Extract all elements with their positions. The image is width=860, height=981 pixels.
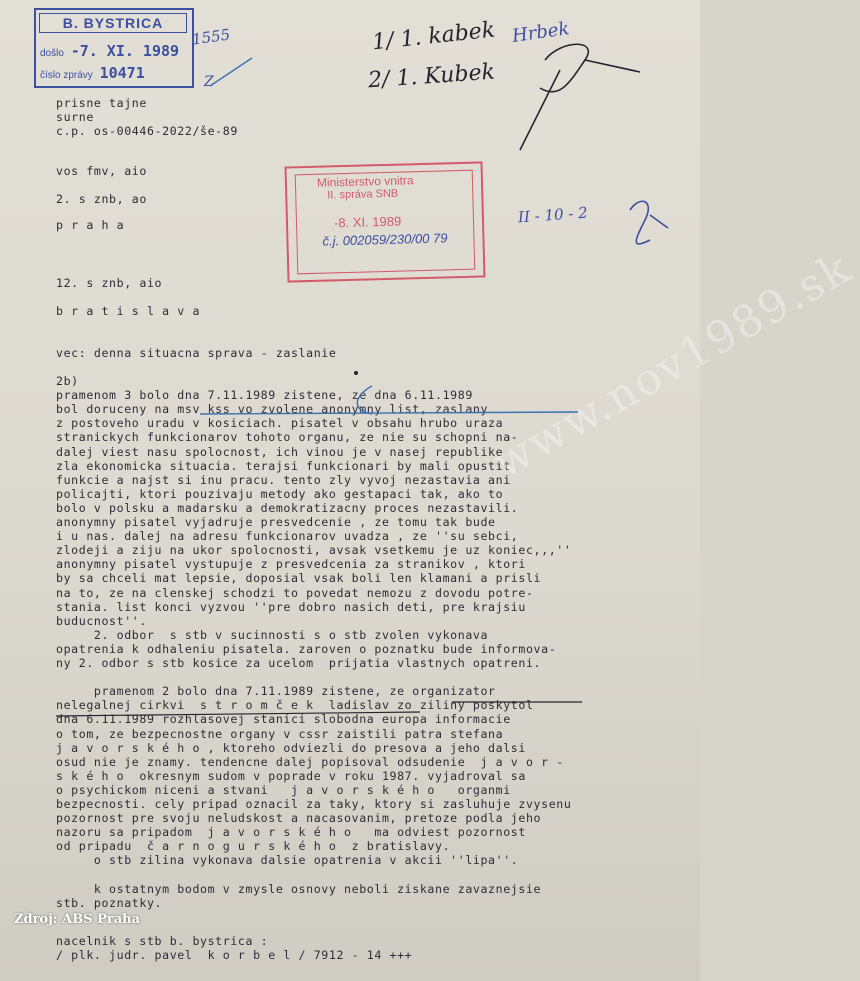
header-reference-number: c.p. os-00446-2022/še-89 — [56, 124, 238, 138]
watermark: www.nov1989.sk — [484, 242, 860, 489]
body-line: pramenom 2 bolo dna 7.11.1989 zistene, ze organizator — [56, 684, 496, 699]
body-line: anonymny pisatel vystupuje z presvedcenia za stranikov , ktori — [56, 557, 526, 572]
body-line: pramenom 3 bolo dna 7.11.1989 zistene, ze dna 6.11.1989 — [56, 388, 473, 403]
ministry-stamp-line-1: Ministerstvo vnitra — [316, 173, 414, 190]
handwritten-routing-2: 2/ 1. Kubek — [367, 59, 496, 94]
body-line: stb. poznatky. — [56, 895, 163, 910]
body-line: buducnost''. — [56, 613, 147, 628]
recipient-3-city: p r a h a — [56, 218, 125, 232]
body-line: o tom, ze bezpecnostne organy v cssr zaistili patra stefana — [56, 726, 504, 741]
body-line: dalej viest nasu spolocnost, ich vinou je v nasej republike — [56, 444, 504, 459]
body-line: o psychickom niceni a stvani j a v o r s k é h o organmi — [56, 782, 511, 797]
body-line: funkcie a najst si inu pracu. tento zly vyvoj nezastavia ani — [56, 472, 511, 487]
bracket-mark-icon — [357, 386, 372, 414]
ministry-stamp-number: č.j. 002059/230/00 79 — [322, 230, 448, 249]
signature-name: / plk. judr. pavel k o r b e l / 7912 - 14 +++ — [56, 948, 413, 962]
registry-stamp-city: B. BYSTRICA — [39, 13, 187, 33]
recipient-1: vos fmv, aio — [56, 164, 147, 178]
body-line: i u nas. dalej na adresu funkcionarov uvadza , ze ''su sebci, — [56, 529, 519, 544]
subject-line: vec: denna situacna sprava - zaslanie — [56, 346, 337, 360]
underline-msv-icon — [200, 412, 578, 414]
recipient-2: 2. s znb, ao — [56, 192, 147, 206]
dot-mark-icon — [354, 371, 358, 375]
body-line: osud nie je znamy. tendencne dalej popisoval odsudenie j a v o r - — [56, 754, 564, 769]
body-line: policajti, ktori pouzivaju metody ako gestapaci tak, ako to — [56, 486, 504, 501]
body-line: ny 2. odbor s stb kosice za ucelom prijatia vlastnych opatreni. — [56, 656, 542, 670]
handwritten-margin-note: II - 10 - 2 — [517, 203, 589, 227]
blue-slash-icon — [210, 58, 252, 86]
recipient-5-city: b r a t i s l a v a — [56, 304, 201, 318]
body-line: j a v o r s k é h o , ktoreho odviezli do presova a jeho dalsi — [56, 740, 526, 755]
margin-signature-icon — [630, 201, 668, 244]
body-line: s k é h o okresnym sudom v poprade v roku 1987. vyjadroval sa — [56, 768, 526, 783]
body-line: 2b) — [56, 374, 79, 388]
registry-stamp-received-date: -7. XI. 1989 — [70, 42, 180, 60]
body-line: bezpecnosti. cely pripad oznacil za taky, ktory si zasluhuje zvysenu — [56, 797, 572, 811]
handwritten-z-mark: Z — [204, 74, 214, 90]
ministry-stamp-date: -8. XI. 1989 — [333, 213, 402, 231]
body-line: anonymny pisatel vyjadruje presvedcenie , ze tomu tak bude — [56, 515, 496, 529]
body-line: o stb zilina vykonava dalsie opatrenia v akcii ''lipa''. — [56, 853, 519, 868]
ministry-stamp-line-2: II. správa SNB — [327, 187, 399, 202]
handwritten-registry-mark: 1555 — [190, 25, 232, 49]
body-line: od pripadu č a r n o g u r s k é h o z bratislavy. — [56, 839, 451, 854]
body-line: stania. list konci vyzvou ''pre dobro nasich deti, pre krajsiu — [56, 599, 526, 614]
body-line: nelegalnej cirkvi s t r o m č e k ladislav zo ziliny poskytol — [56, 698, 534, 713]
handwritten-routing-1: 1/ 1. kabek — [371, 17, 497, 56]
body-line: k ostatnym bodom v zmysle osnovy neboli ziskane zavaznejsie — [56, 881, 542, 896]
registry-stamp-report-number: 10471 — [99, 64, 145, 82]
signature-scribble-icon — [520, 44, 640, 150]
header-classification: prisne tajne — [56, 96, 147, 110]
header-urgency: surne — [56, 110, 94, 124]
body-line: dna 6.11.1989 rozhlasovej stanici slobodna europa informacie — [56, 712, 511, 727]
underline-stromcek-icon — [56, 712, 420, 716]
body-line: bolo v polsku a madarsku a demokratizacny proces nezastavili. — [56, 500, 519, 515]
recipient-4: 12. s znb, aio — [56, 276, 163, 290]
body-line: 2. odbor s stb v sucinnosti s o stb zvolen vykonava — [56, 627, 489, 642]
body-line: na to, ze na clenskej schodzi to povedat nemozu z dovodu potre- — [56, 585, 534, 600]
body-line: pozornost pre svoju neludskost a nacasovanim, pretoze podla jeho — [56, 811, 542, 826]
registry-stamp-report-label: číslo zprávy — [40, 70, 93, 81]
source-credit: Zdroj: ABS Praha — [14, 912, 141, 927]
body-line: bol doruceny na msv kss vo zvolene anonymny list, zaslany — [56, 402, 489, 417]
registry-stamp-received-label: došlo — [40, 48, 64, 59]
body-line: z postoveho uradu v kosiciach. pisatel v obsahu hrubo uraza — [56, 416, 504, 431]
body-line: opatrenia k odhaleniu pisatela. zaroven o poznatku bude informova- — [56, 641, 557, 656]
body-line: by sa chceli mat lepsie, doposial vsak boli len klamani a prisli — [56, 571, 542, 586]
signature-title: nacelnik s stb b. bystrica : — [56, 934, 269, 948]
body-line: zla ekonomicka situacia. terajsi funkcionari by mali opustit — [56, 458, 511, 473]
body-line: nazoru sa pripadom j a v o r s k é h o ma odviest pozornost — [56, 825, 526, 840]
handwritten-initials-blue: Hrbek — [510, 18, 571, 47]
body-line: zlodeji a ziju na ukor spolocnosti, avsak vsetkemu je uz koniec,,,'' — [56, 543, 572, 558]
body-line: stranickych funkcionarov tohoto organu, ze nie su schopni na- — [56, 430, 519, 445]
